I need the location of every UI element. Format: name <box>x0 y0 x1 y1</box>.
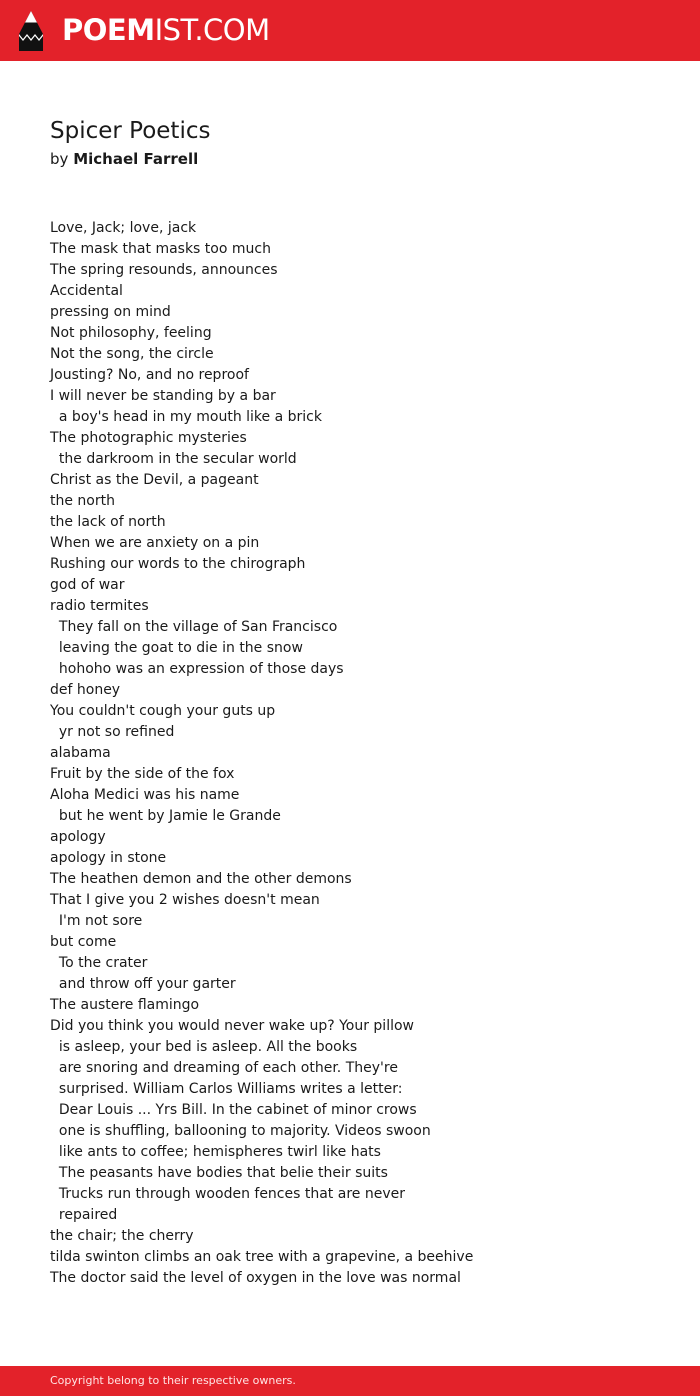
poem-line: The austere flamingo <box>50 997 200 1013</box>
poem-line: radio termites <box>50 598 149 614</box>
author-name: Michael Farrell <box>73 150 199 168</box>
poem-line: like ants to coffee; hemispheres twirl like hats <box>50 1144 381 1160</box>
poem-line: Did you think you would never wake up? Your pillow <box>50 1018 414 1034</box>
poem-line: The photographic mysteries <box>50 430 247 446</box>
poem-line: leaving the goat to die in the snow <box>50 640 303 656</box>
poem-line: I will never be standing by a bar <box>50 388 276 404</box>
poem-line: Dear Louis ... Yrs Bill. In the cabinet of minor crows <box>50 1102 417 1118</box>
poem-line: The peasants have bodies that belie their suits <box>50 1165 388 1181</box>
poem-line: surprised. William Carlos Williams writes a letter: <box>50 1081 403 1097</box>
poem-line: but come <box>50 934 117 950</box>
poem-body <box>50 218 670 1289</box>
poem-line: are snoring and dreaming of each other. They're <box>50 1060 398 1076</box>
poem-line: the darkroom in the secular world <box>50 451 297 467</box>
poem-line: You couldn't cough your guts up <box>50 703 276 719</box>
poem-line: the north <box>50 493 115 509</box>
poem-line: and throw off your garter <box>50 976 236 992</box>
logo-bold-text: POEM <box>62 13 155 47</box>
poem-line: The spring resounds, announces <box>50 262 278 278</box>
poem-line: Rushing our words to the chirograph <box>50 556 306 572</box>
poem-line: god of war <box>50 577 125 593</box>
poem-line: Trucks run through wooden fences that are never <box>50 1186 405 1202</box>
poem-line: Accidental <box>50 283 123 299</box>
poem-line: The mask that masks too much <box>50 241 271 257</box>
poem-line: That I give you 2 wishes doesn't mean <box>50 892 320 908</box>
poem-line: alabama <box>50 745 111 761</box>
poem-line: hohoho was an expression of those days <box>50 661 344 677</box>
poem-line: Love, Jack; love, jack <box>50 220 197 236</box>
poem-line: Not philosophy, feeling <box>50 325 212 341</box>
site-logo[interactable] <box>62 12 270 48</box>
poem-line: They fall on the village of San Francisco <box>50 619 338 635</box>
poem-byline <box>50 149 198 169</box>
poem-line: yr not so refined <box>50 724 175 740</box>
poem-line: When we are anxiety on a pin <box>50 535 260 551</box>
poem-line: Jousting? No, and no reproof <box>50 367 249 383</box>
poem-line: the chair; the cherry <box>50 1228 194 1244</box>
poem-line: but he went by Jamie le Grande <box>50 808 281 824</box>
poem-line: Christ as the Devil, a pageant <box>50 472 259 488</box>
poem-line: The doctor said the level of oxygen in the love was normal <box>50 1270 461 1286</box>
poem-line: tilda swinton climbs an oak tree with a grapevine, a beehive <box>50 1249 474 1265</box>
poem-line: is asleep, your bed is asleep. All the books <box>50 1039 358 1055</box>
poem-line: def honey <box>50 682 121 698</box>
poem-line: I'm not sore <box>50 913 143 929</box>
poem-line: pressing on mind <box>50 304 171 320</box>
copyright-text: Copyright belong to their respective owners. <box>50 1374 296 1387</box>
site-header <box>0 0 700 61</box>
site-footer <box>0 1366 700 1396</box>
poem-line: The heathen demon and the other demons <box>50 871 352 887</box>
poem-line: a boy's head in my mouth like a brick <box>50 409 322 425</box>
poem-title: Spicer Poetics <box>50 118 211 144</box>
poem-line: apology <box>50 829 106 845</box>
pencil-icon[interactable] <box>18 10 44 52</box>
logo-light-text: IST.COM <box>154 13 270 47</box>
poem-line: Aloha Medici was his name <box>50 787 240 803</box>
poem-line: Fruit by the side of the fox <box>50 766 235 782</box>
poem-line: repaired <box>50 1207 118 1223</box>
poem-line: Not the song, the circle <box>50 346 214 362</box>
poem-line: the lack of north <box>50 514 166 530</box>
poem-line: To the crater <box>50 955 148 971</box>
poem-line: one is shuffling, ballooning to majority. Videos swoon <box>50 1123 431 1139</box>
by-label: by <box>50 150 69 168</box>
poem-line: apology in stone <box>50 850 167 866</box>
